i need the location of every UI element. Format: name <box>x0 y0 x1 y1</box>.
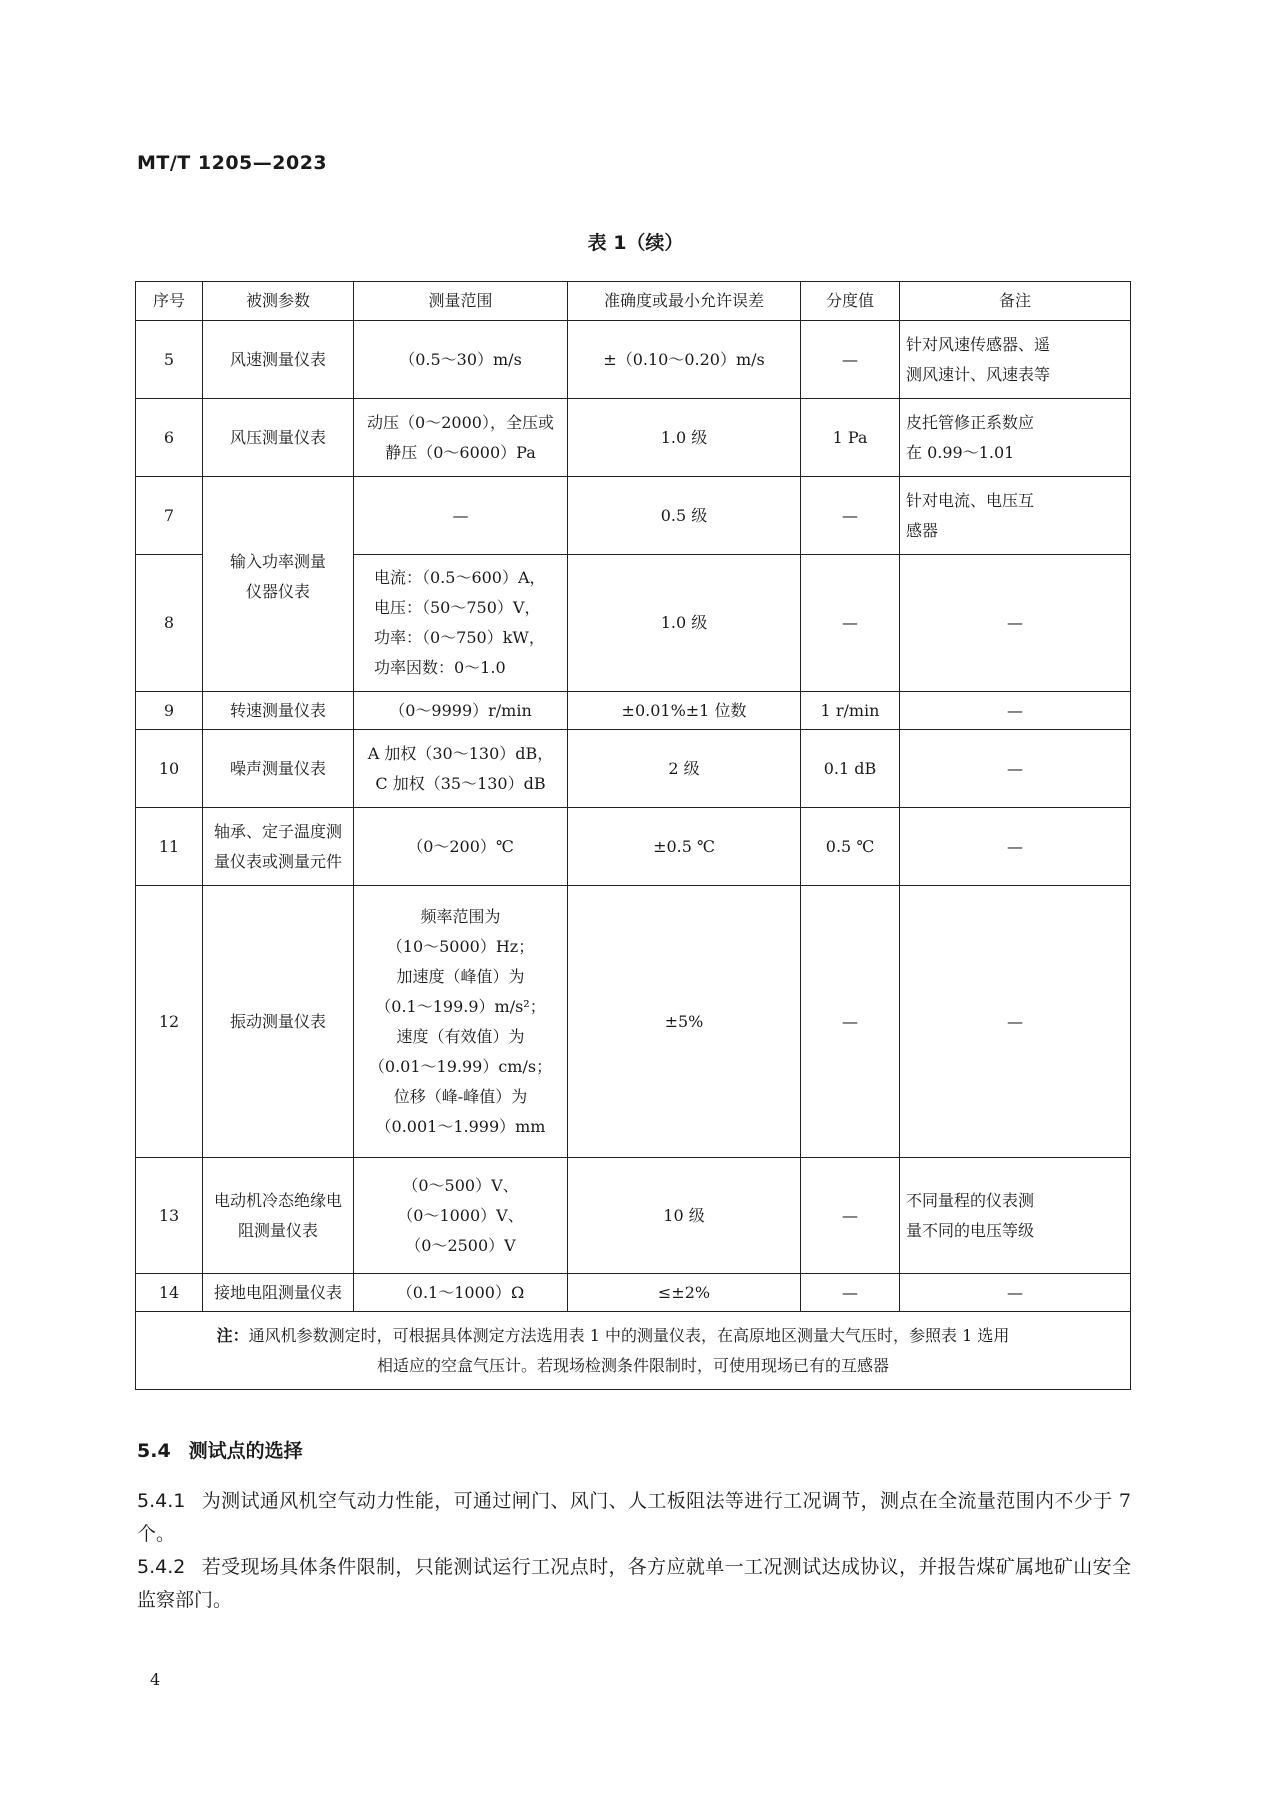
instrument-table <box>135 281 1131 1390</box>
cell-accuracy: 2 级 <box>568 730 801 808</box>
cell-remark: — <box>900 692 1131 730</box>
cell-division: 1 Pa <box>801 399 900 477</box>
cell-range: — <box>354 477 568 555</box>
cell-division: — <box>801 1274 900 1312</box>
note-label: 注： <box>216 1325 249 1345</box>
cell-remark: 针对电流、电压互 感器 <box>900 477 1131 555</box>
table-row <box>136 808 1131 886</box>
table-note-row <box>136 1312 1131 1390</box>
paragraph-5-4-1: 5.4.1 为测试通风机空气动力性能，可通过闸门、风门、人工板阻法等进行工况调节，测点在全流量范围内不少于 7 个。 <box>137 1490 1131 1545</box>
cell-no: 13 <box>136 1158 203 1274</box>
standard-code: MT/T 1205—2023 <box>137 152 328 174</box>
col-header-remark: 备注 <box>900 282 1131 321</box>
cell-range: （0.1～1000）Ω <box>354 1274 568 1312</box>
cell-remark: 皮托管修正系数应 在 0.99～1.01 <box>900 399 1131 477</box>
cell-division: — <box>801 886 900 1158</box>
cell-range: A 加权（30～130）dB， C 加权（35～130）dB <box>354 730 568 808</box>
table-row <box>136 399 1131 477</box>
cell-range: （0～9999）r/min <box>354 692 568 730</box>
table-row <box>136 477 1131 555</box>
cell-division: — <box>801 1158 900 1274</box>
cell-remark: — <box>900 886 1131 1158</box>
cell-param-merged: 输入功率测量 仪器仪表 <box>203 477 354 692</box>
cell-no: 6 <box>136 399 203 477</box>
cell-division: — <box>801 477 900 555</box>
cell-accuracy: ±0.5 ℃ <box>568 808 801 886</box>
table-row <box>136 886 1131 1158</box>
cell-range: （0～500）V、 （0～1000）V、 （0～2500）V <box>354 1158 568 1274</box>
table-row <box>136 1274 1131 1312</box>
table-note: 注：通风机参数测定时，可根据具体测定方法选用表 1 中的测量仪表，在高原地区测量大气压时，参照表 1 选用 相适应的空盒气压计。若现场检测条件限制时，可使用现场已有的互感器 <box>136 1312 1131 1390</box>
table-header-row <box>136 282 1131 321</box>
cell-division: 0.1 dB <box>801 730 900 808</box>
cell-accuracy: 10 级 <box>568 1158 801 1274</box>
cell-param: 转速测量仪表 <box>203 692 354 730</box>
cell-param: 电动机冷态绝缘电阻测量仪表 <box>203 1158 354 1274</box>
col-header-param: 被测参数 <box>203 282 354 321</box>
cell-remark: — <box>900 730 1131 808</box>
cell-no: 9 <box>136 692 203 730</box>
cell-accuracy: 1.0 级 <box>568 555 801 692</box>
cell-no: 12 <box>136 886 203 1158</box>
section-heading: 5.4 测试点的选择 <box>137 1440 303 1462</box>
cell-range: 动压（0～2000），全压或 静压（0～6000）Pa <box>354 399 568 477</box>
col-header-range: 测量范围 <box>354 282 568 321</box>
cell-division: — <box>801 555 900 692</box>
cell-param: 振动测量仪表 <box>203 886 354 1158</box>
table-caption: 表 1（续） <box>587 232 684 254</box>
cell-range: （0.5～30）m/s <box>354 321 568 399</box>
cell-division: 1 r/min <box>801 692 900 730</box>
page-number: 4 <box>150 1670 161 1689</box>
cell-no: 14 <box>136 1274 203 1312</box>
col-header-no: 序号 <box>136 282 203 321</box>
cell-no: 11 <box>136 808 203 886</box>
table-row <box>136 692 1131 730</box>
cell-param: 风压测量仪表 <box>203 399 354 477</box>
cell-accuracy: ±0.01%±1 位数 <box>568 692 801 730</box>
table-row <box>136 730 1131 808</box>
cell-division: — <box>801 321 900 399</box>
cell-remark: 不同量程的仪表测 量不同的电压等级 <box>900 1158 1131 1274</box>
cell-accuracy: 1.0 级 <box>568 399 801 477</box>
cell-division: 0.5 ℃ <box>801 808 900 886</box>
col-header-accuracy: 准确度或最小允许误差 <box>568 282 801 321</box>
cell-no: 5 <box>136 321 203 399</box>
cell-remark: — <box>900 808 1131 886</box>
cell-remark: — <box>900 555 1131 692</box>
cell-accuracy: ±5% <box>568 886 801 1158</box>
cell-param: 轴承、定子温度测量仪表或测量元件 <box>203 808 354 886</box>
paragraph-5-4-2: 5.4.2 若受现场具体条件限制，只能测试运行工况点时，各方应就单一工况测试达成协议，并报告煤矿属地矿山安全监察部门。 <box>137 1556 1131 1611</box>
col-header-division: 分度值 <box>801 282 900 321</box>
cell-remark: 针对风速传感器、遥 测风速计、风速表等 <box>900 321 1131 399</box>
cell-remark: — <box>900 1274 1131 1312</box>
table-row <box>136 321 1131 399</box>
cell-no: 10 <box>136 730 203 808</box>
cell-accuracy: 0.5 级 <box>568 477 801 555</box>
cell-param: 噪声测量仪表 <box>203 730 354 808</box>
cell-param: 接地电阻测量仪表 <box>203 1274 354 1312</box>
cell-range: 频率范围为 （10～5000）Hz； 加速度（峰值）为 （0.1～199.9）m/s²； 速度（有效值）为 （0.01～19.99）cm/s； 位移（峰-峰值）为 （0.001～1.999）mm <box>354 886 568 1158</box>
cell-accuracy: ±（0.10～0.20）m/s <box>568 321 801 399</box>
cell-param: 风速测量仪表 <box>203 321 354 399</box>
table-row <box>136 1158 1131 1274</box>
cell-range: 电流：（0.5～600）A， 电压：（50～750）V， 功率：（0～750）kW， 功率因数：0～1.0 <box>354 555 568 692</box>
cell-no: 7 <box>136 477 203 555</box>
cell-accuracy: ≤±2% <box>568 1274 801 1312</box>
cell-range: （0～200）℃ <box>354 808 568 886</box>
cell-no: 8 <box>136 555 203 692</box>
